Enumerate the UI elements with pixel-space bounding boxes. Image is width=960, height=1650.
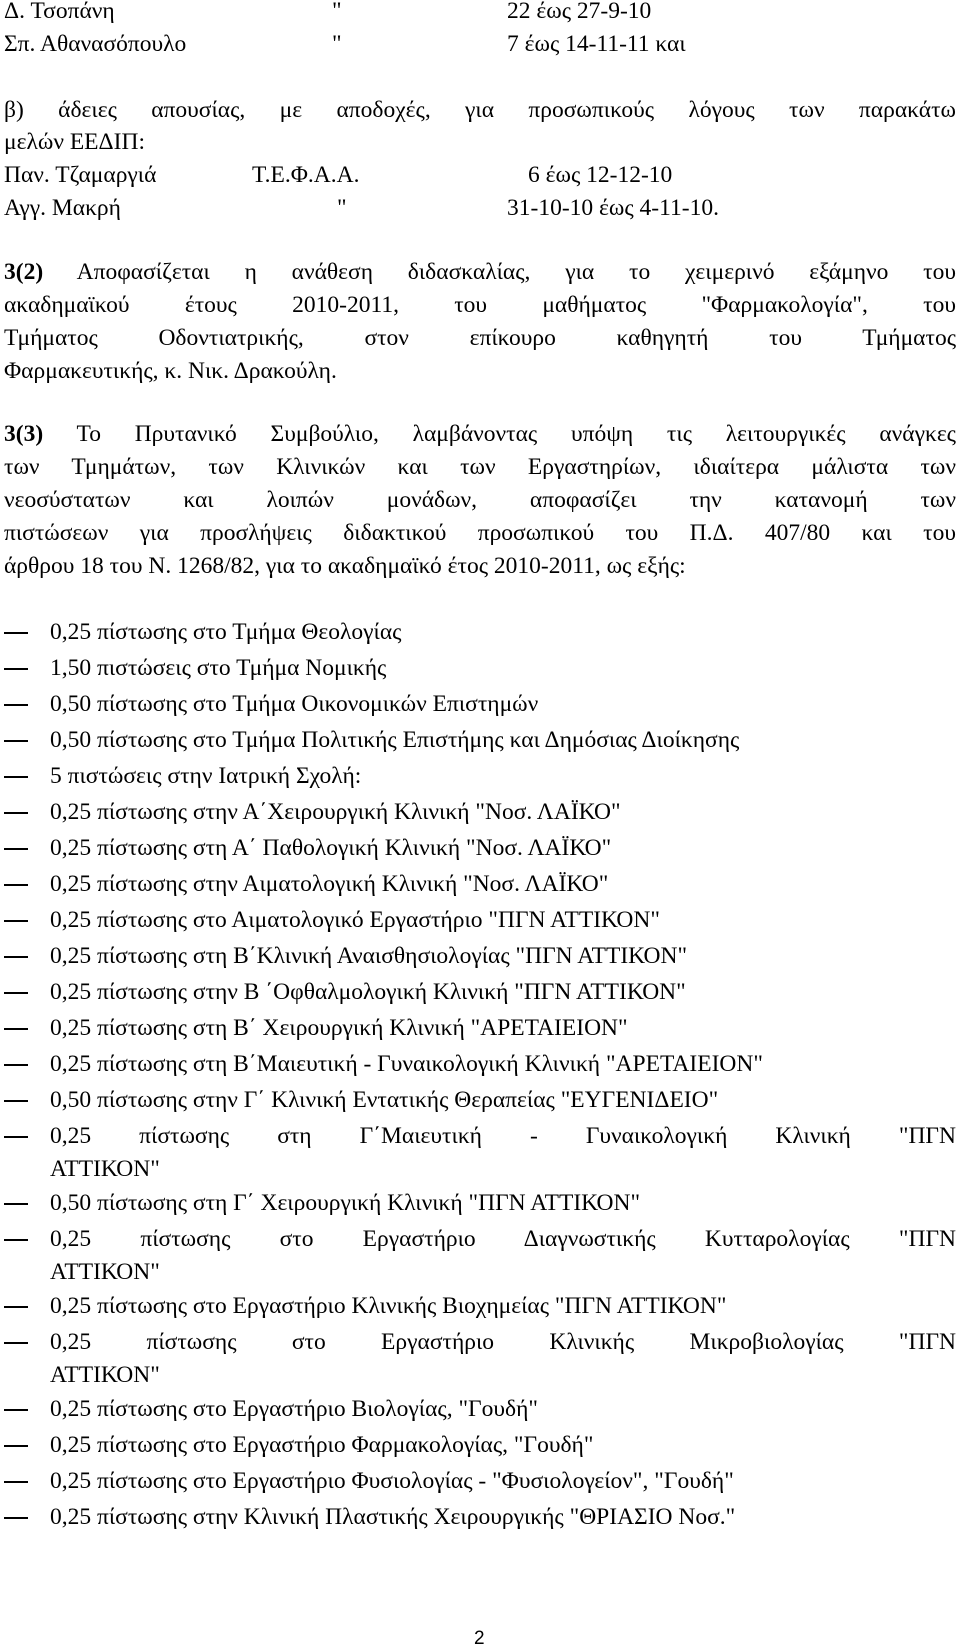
allocation-item: 0,25 πίστωσης στο Τμήμα Θεολογίας [50, 619, 402, 645]
decision-number: 3(2) [4, 259, 44, 285]
list-bullet [4, 776, 28, 778]
allocation-item: 0,50 πίστωσης στο Τμήμα Οικονομικών Επιστημών [50, 691, 539, 717]
decision-number: 3(3) [4, 421, 44, 447]
list-bullet [4, 1445, 28, 1447]
allocation-item: 0,25 πίστωσης στο Εργαστήριο Βιολογίας, "Γουδή" [50, 1396, 538, 1422]
list-bullet [4, 1342, 28, 1344]
list-bullet [4, 1306, 28, 1308]
list-bullet [4, 1064, 28, 1066]
list-bullet [4, 920, 28, 922]
list-bullet [4, 632, 28, 634]
allocation-item: 0,25 πίστωσης στη Β΄Κλινική Αναισθησιολογίας "ΠΓΝ ΑΤΤΙΚΟΝ" [50, 943, 688, 969]
decision-3-2-line: Τμήματος Οδοντιατρικής, στον επίκουρο καθηγητή του Τμήματος [4, 325, 956, 351]
allocation-item: 0,25 πίστωσης στην Αιματολογική Κλινική "Νοσ. ΛΑΪΚΟ" [50, 871, 609, 897]
leave-row-dates: 7 έως 14-11-11 και [507, 31, 686, 57]
section-b-line: β) άδειες απουσίας, με αποδοχές, για προσωπικούς λόγους των παρακάτω [4, 97, 956, 123]
decision-3-3-line: των Τμημάτων, των Κλινικών και των Εργαστηρίων, ιδιαίτερα μάλιστα των [4, 454, 956, 480]
allocation-item: 0,50 πίστωσης στη Γ΄ Χειρουργική Κλινική "ΠΓΝ ΑΤΤΙΚΟΝ" [50, 1190, 641, 1216]
leave-row-ditto: " [332, 31, 342, 57]
page-number: 2 [474, 1628, 485, 1649]
list-bullet [4, 1100, 28, 1102]
list-bullet [4, 884, 28, 886]
allocation-item: 0,25 πίστωσης στη Β΄Μαιευτική - Γυναικολογική Κλινική "ΑΡΕΤΑΙΕΙΟΝ" [50, 1051, 763, 1077]
list-bullet [4, 1028, 28, 1030]
leave-row-ditto: " [332, 0, 342, 24]
section-b-row-name: Παν. Τζαμαργιά [4, 162, 157, 188]
allocation-item: 0,25 πίστωσης στην Α΄Χειρουργική Κλινική "Νοσ. ΛΑΪΚΟ" [50, 799, 621, 825]
allocation-item: 0,25 πίστωσης στη Α΄ Παθολογική Κλινική "Νοσ. ΛΑΪΚΟ" [50, 835, 612, 861]
allocation-item: 0,25 πίστωσης στη Β΄ Χειρουργική Κλινική "ΑΡΕΤΑΙΕΙΟΝ" [50, 1015, 628, 1041]
leave-row-name: Δ. Τσοπάνη [4, 0, 115, 24]
allocation-item: 0,25 πίστωσης στο Αιματολογικό Εργαστήριο "ΠΓΝ ΑΤΤΙΚΟΝ" [50, 907, 660, 933]
decision-3-2-line: 3(2) Αποφασίζεται η ανάθεση διδασκαλίας, για το χειμερινό εξάμηνο του [4, 259, 956, 285]
decision-3-3-line: 3(3) Το Πρυτανικό Συμβούλιο, λαμβάνοντας υπόψη τις λειτουργικές ανάγκες [4, 421, 956, 447]
list-bullet [4, 1409, 28, 1411]
leave-row-dates: 22 έως 27-9-10 [507, 0, 652, 24]
list-bullet [4, 1517, 28, 1519]
section-b-line: μελών ΕΕΔΙΠ: [4, 129, 145, 155]
list-bullet [4, 1239, 28, 1241]
list-bullet [4, 668, 28, 670]
section-b-row-dept: Τ.Ε.Φ.Α.Α. [252, 162, 360, 188]
allocation-item: 0,25 πίστωσης στην Β ΄Οφθαλμολογική Κλινική "ΠΓΝ ΑΤΤΙΚΟΝ" [50, 979, 686, 1005]
section-b-row-dates: 31-10-10 έως 4-11-10. [507, 195, 719, 221]
list-bullet [4, 1136, 28, 1138]
decision-3-3-line: πιστώσεων για προσλήψεις διδακτικού προσωπικού του Π.Δ. 407/80 και του [4, 520, 956, 546]
section-b-row-dates: 6 έως 12-12-10 [528, 162, 673, 188]
leave-row-name: Σπ. Αθανασόπουλο [4, 31, 187, 57]
decision-3-2-line: ακαδημαϊκού έτους 2010-2011, του μαθήματος "Φαρμακολογία", του [4, 292, 956, 318]
allocation-item: 0,25 πίστωσης στην Κλινική Πλαστικής Χειρουργικής "ΘΡΙΑΣΙΟ Νοσ." [50, 1504, 736, 1530]
list-bullet [4, 704, 28, 706]
allocation-item: 0,25 πίστωσης στο Εργαστήριο Διαγνωστικής Κυτταρολογίας "ΠΓΝ [50, 1226, 956, 1252]
list-bullet [4, 992, 28, 994]
allocation-item: 0,25 πίστωσης στο Εργαστήριο Φαρμακολογίας, "Γουδή" [50, 1432, 594, 1458]
decision-3-2-line: Φαρμακευτικής, κ. Νικ. Δρακούλη. [4, 358, 337, 384]
list-bullet [4, 812, 28, 814]
list-bullet [4, 740, 28, 742]
allocation-item: 0,50 πίστωσης στην Γ΄ Κλινική Εντατικής Θεραπείας "ΕΥΓΕΝΙΔΕΙΟ" [50, 1087, 719, 1113]
allocation-item: 0,25 πίστωσης στο Εργαστήριο Κλινικής Βιοχημείας "ΠΓΝ ΑΤΤΙΚΟΝ" [50, 1293, 727, 1319]
allocation-item-continuation: ΑΤΤΙΚΟΝ" [50, 1259, 160, 1285]
allocation-item-continuation: ΑΤΤΙΚΟΝ" [50, 1156, 160, 1182]
allocation-item: 0,25 πίστωσης στο Εργαστήριο Φυσιολογίας - "Φυσιολογείον", "Γουδή" [50, 1468, 734, 1494]
list-bullet [4, 956, 28, 958]
decision-3-3-line: νεοσύστατων και λοιπών μονάδων, αποφασίζει την κατανομή των [4, 487, 956, 513]
section-b-row-name: Αγγ. Μακρή [4, 195, 121, 221]
allocation-item: 0,50 πίστωσης στο Τμήμα Πολιτικής Επιστήμης και Δημόσιας Διοίκησης [50, 727, 740, 753]
section-b-row-dept: " [337, 195, 347, 221]
allocation-item: 5 πιστώσεις στην Ιατρική Σχολή: [50, 763, 362, 789]
allocation-item-continuation: ΑΤΤΙΚΟΝ" [50, 1362, 160, 1388]
allocation-item: 1,50 πιστώσεις στο Τμήμα Νομικής [50, 655, 387, 681]
allocation-item: 0,25 πίστωσης στη Γ΄Μαιευτική - Γυναικολογική Κλινική "ΠΓΝ [50, 1123, 956, 1149]
list-bullet [4, 1481, 28, 1483]
allocation-item: 0,25 πίστωσης στο Εργαστήριο Κλινικής Μικροβιολογίας "ΠΓΝ [50, 1329, 956, 1355]
list-bullet [4, 1203, 28, 1205]
decision-3-3-line: άρθρου 18 του Ν. 1268/82, για το ακαδημαϊκό έτος 2010-2011, ως εξής: [4, 553, 686, 579]
list-bullet [4, 848, 28, 850]
